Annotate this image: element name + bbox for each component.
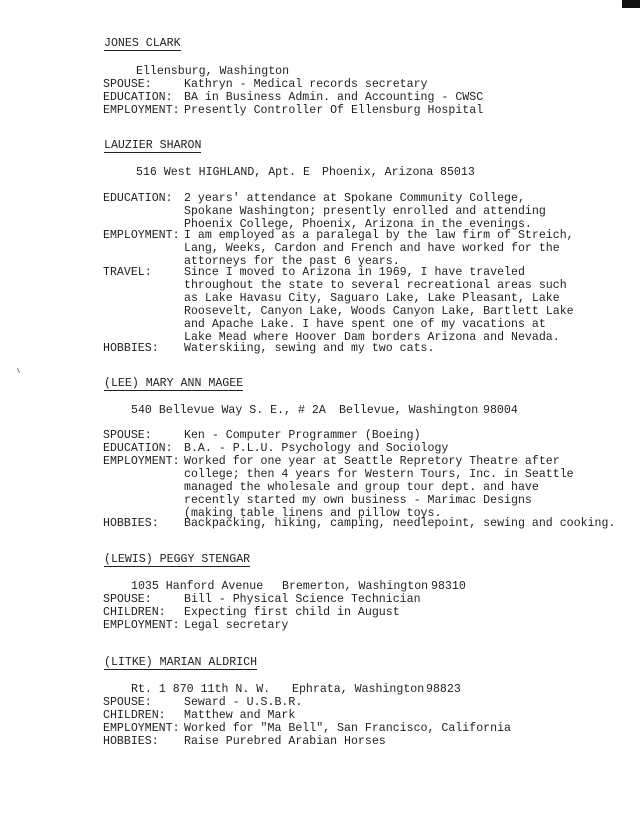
field-value-employment: Legal secretary [184,619,289,632]
address-city: Bremerton, Washington [282,580,429,593]
field-value-children: Expecting first child in August [184,606,400,619]
field-value-employment: I am employed as a paralegal by the law firm of Streich, Lang, Weeks, Cardon and French and have worked for the attorneys for the past 6 years. [184,229,574,268]
field-label-hobbies: HOBBIES: [103,735,159,748]
field-value-employment: Worked for one year at Seattle Repretory Theatre after college; then 4 years for Western Tours, Inc. in Seattle managed the wholesale and group tour dept. and have recently started my own business - Marimac Designs (making table linens and pillow toys. [184,455,574,520]
field-label-hobbies: HOBBIES: [103,517,159,530]
field-value-travel: Since I moved to Arizona in 1969, I have traveled throughout the state to several recreational areas such as Lake Havasu City, Saguaro Lake, Lake Pleasant, Lake Roosevelt, Canyon Lake, Woods Canyon Lake, Bartlett Lake and Apache Lake. I have spent one of my vacations at Lake Mead where Hoover Dam borders Arizona and Nevada. [184,266,574,344]
address-zip: 98004 [483,404,518,417]
field-label-spouse: SPOUSE: [103,429,152,442]
field-label-education: EDUCATION: [103,91,173,104]
field-label-employment: EMPLOYMENT: [103,229,180,242]
field-label-employment: EMPLOYMENT: [103,619,180,632]
field-label-hobbies: HOBBIES: [103,342,159,355]
field-value-children: Matthew and Mark [184,709,296,722]
field-label-children: CHILDREN: [103,606,166,619]
address-zip: 85013 [440,166,475,179]
field-label-employment: EMPLOYMENT: [103,104,180,117]
field-value-education: 2 years' attendance at Spokane Community College, Spokane Washington; presently enrolled and attending Phoenix College, Phoenix, Arizona in the evenings. [184,192,546,231]
address-street: 540 Bellevue Way S. E., # 2A [131,404,326,417]
field-value-employment: Worked for "Ma Bell", San Francisco, California [184,722,511,735]
address-zip: 98310 [431,580,466,593]
field-label-children: CHILDREN: [103,709,166,722]
address-city: Ephrata, Washington [292,683,425,696]
field-label-spouse: SPOUSE: [103,696,152,709]
entry-address: Ellensburg, Washington [136,65,290,78]
field-value-hobbies: Waterskiing, sewing and my two cats. [184,342,435,355]
field-value-education: BA in Business Admin. and Accounting - CWSC [184,91,484,104]
field-label-employment: EMPLOYMENT: [103,455,180,468]
entry-name: (LEE) MARY ANN MAGEE [104,377,244,390]
stray-pen-mark [17,368,20,373]
entry-name: (LITKE) MARIAN ALDRICH [104,656,258,669]
field-value-hobbies: Backpacking, hiking, camping, needlepoint, sewing and cooking. [184,517,616,530]
field-value-spouse: Bill - Physical Science Technician [184,593,421,606]
field-label-education: EDUCATION: [103,442,173,455]
address-street: 1035 Hanford Avenue [131,580,264,593]
field-value-spouse: Ken - Computer Programmer (Boeing) [184,429,421,442]
scan-edge-mark [622,0,640,8]
entry-name: LAUZIER SHARON [104,139,202,152]
address-city: Bellevue, Washington [339,404,479,417]
field-label-travel: TRAVEL: [103,266,152,279]
entry-name: (LEWIS) PEGGY STENGAR [104,553,251,566]
field-label-employment: EMPLOYMENT: [103,722,180,735]
entry-name: JONES CLARK [104,37,181,50]
field-value-employment: Presently Controller Of Ellensburg Hospital [184,104,484,117]
field-value-hobbies: Raise Purebred Arabian Horses [184,735,386,748]
field-label-spouse: SPOUSE: [103,78,152,91]
address-zip: 98823 [426,683,461,696]
field-label-spouse: SPOUSE: [103,593,152,606]
field-value-spouse: Seward - U.S.B.R. [184,696,303,709]
field-value-education: B.A. - P.L.U. Psychology and Sociology [184,442,449,455]
address-street: 516 West HIGHLAND, Apt. E [136,166,310,179]
address-city: Phoenix, Arizona [322,166,434,179]
field-value-spouse: Kathryn - Medical records secretary [184,78,428,91]
address-street: Rt. 1 870 11th N. W. [131,683,271,696]
field-label-education: EDUCATION: [103,192,173,205]
